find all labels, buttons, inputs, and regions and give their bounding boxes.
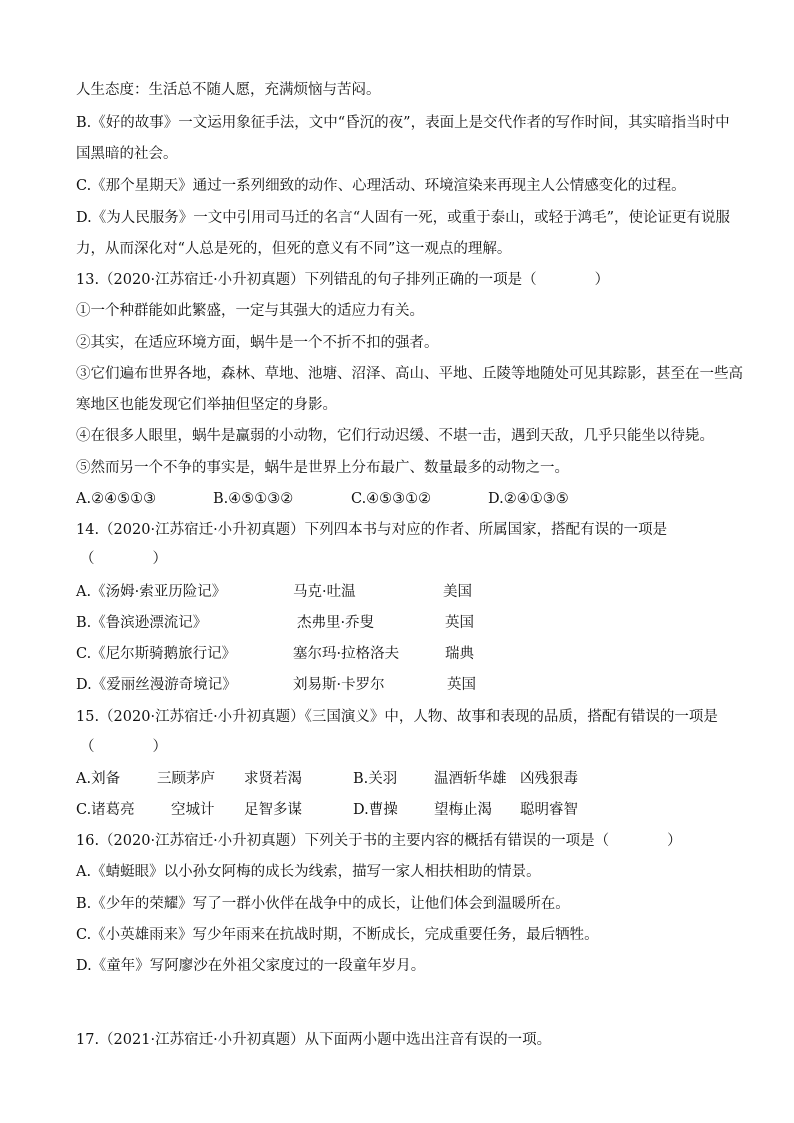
- question-15-stem: 15.（2020·江苏宿迁·小升初真题）《三国演义》中，人物、故事和表现的品质，搭配有错误的一项是: [76, 709, 718, 725]
- q16-option-b: B.《少年的荣耀》写了一群小伙伴在战争中的成长，让他们体会到温暖所在。: [76, 896, 570, 912]
- q13-option-d: D.②④①③⑤: [488, 491, 569, 507]
- text-line: 力，从而深化对“人总是死的，但死的意义有不同”这一观点的理解。: [76, 241, 512, 257]
- answer-parentheses: （ ）: [80, 551, 167, 567]
- question-13-stem: 13.（2020·江苏宿迁·小升初真题）下列错乱的句子排列正确的一项是（ ）: [76, 272, 610, 288]
- q15-character: C.诸葛亮: [76, 802, 135, 818]
- q16-option-d: D.《童年》写阿廖沙在外祖父家度过的一段童年岁月。: [76, 958, 426, 974]
- q13-option-c: C.④⑤③①②: [351, 491, 432, 507]
- q14-book: D.《爱丽丝漫游奇境记》: [76, 677, 237, 693]
- q15-quality: 聪明睿智: [520, 802, 578, 818]
- q14-country: 美国: [443, 584, 472, 600]
- q15-quality: 足智多谋: [244, 802, 302, 818]
- q16-option-c: C.《小英雄雨来》写少年雨来在抗战时期，不断成长，完成重要任务，最后牺牲。: [76, 927, 599, 943]
- text-line: C.《那个星期天》通过一系列细致的动作、心理活动、环境渲染来再现主人公情感变化的过程。: [76, 178, 686, 194]
- q15-quality: 凶残狠毒: [520, 771, 578, 787]
- q14-author: 马克·吐温: [293, 584, 356, 600]
- question-17-stem: 17.（2021·江苏宿迁·小升初真题）从下面两小题中选出注音有误的一项。: [76, 1032, 552, 1048]
- q15-story: 空城计: [171, 802, 215, 818]
- q14-author: 刘易斯·卡罗尔: [293, 677, 385, 693]
- q14-country: 英国: [445, 615, 474, 631]
- q15-character: A.刘备: [76, 771, 121, 787]
- sentence-5: ⑤然而另一个不争的事实是，蜗牛是世界上分布最广、数量最多的动物之一。: [76, 460, 569, 476]
- q15-story: 三顾茅庐: [157, 771, 215, 787]
- sentence-3-continued: 寒地区也能发现它们举抽但坚定的身影。: [76, 397, 337, 413]
- q14-book: B.《鲁滨逊漂流记》: [76, 615, 208, 631]
- q14-book: A.《汤姆·索亚历险记》: [76, 584, 227, 600]
- q14-author: 塞尔玛·拉格洛夫: [293, 646, 400, 662]
- q15-story: 温酒斩华雄: [434, 771, 507, 787]
- question-16-stem: 16.（2020·江苏宿迁·小升初真题）下列关于书的主要内容的概括有错误的一项是（ ）: [76, 833, 682, 849]
- text-line: 国黑暗的社会。: [76, 146, 178, 162]
- text-line: B.《好的故事》一文运用象征手法，文中“昏沉的夜”，表面上是交代作者的写作时间，其实暗指当时中: [76, 115, 730, 131]
- q15-character: D.曹操: [353, 802, 398, 818]
- q13-option-a: A.②④⑤①③: [76, 491, 157, 507]
- text-line: 人生态度：生活总不随人愿，充满烦恼与苦闷。: [76, 82, 381, 98]
- text-line: D.《为人民服务》一文中引用司马迁的名言“人固有一死，或重于泰山，或轻于鸿毛”，使论证更有说服: [76, 210, 731, 226]
- sentence-4: ④在很多人眼里，蜗牛是赢弱的小动物，它们行动迟缓、不堪一击，遇到天敌，几乎只能坐以待毙。: [76, 428, 714, 444]
- sentence-1: ①一个种群能如此繁盛，一定与其强大的适应力有关。: [76, 303, 424, 319]
- sentence-3: ③它们遍布世界各地，森林、草地、池塘、沼泽、高山、平地、丘陵等地随处可见其踪影，甚至在一些高: [76, 366, 743, 382]
- q15-story: 望梅止渴: [434, 802, 492, 818]
- q13-option-b: B.④⑤①③②: [213, 491, 294, 507]
- question-14-stem: 14.（2020·江苏宿迁·小升初真题）下列四本书与对应的作者、所属国家，搭配有误的一项是: [76, 522, 668, 538]
- q14-country: 瑞典: [445, 646, 474, 662]
- q14-author: 杰弗里·乔叟: [297, 615, 375, 631]
- answer-parentheses: （ ）: [80, 739, 167, 755]
- q16-option-a: A.《蜻蜓眼》以小孙女阿梅的成长为线索，描写一家人相扶相助的情景。: [76, 864, 541, 880]
- q15-quality: 求贤若渴: [244, 771, 302, 787]
- q14-book: C.《尼尔斯骑鹅旅行记》: [76, 646, 237, 662]
- q14-country: 英国: [447, 677, 476, 693]
- sentence-2: ②其实，在适应环境方面，蜗牛是一个不折不扣的强者。: [76, 335, 439, 351]
- q15-character: B.关羽: [353, 771, 398, 787]
